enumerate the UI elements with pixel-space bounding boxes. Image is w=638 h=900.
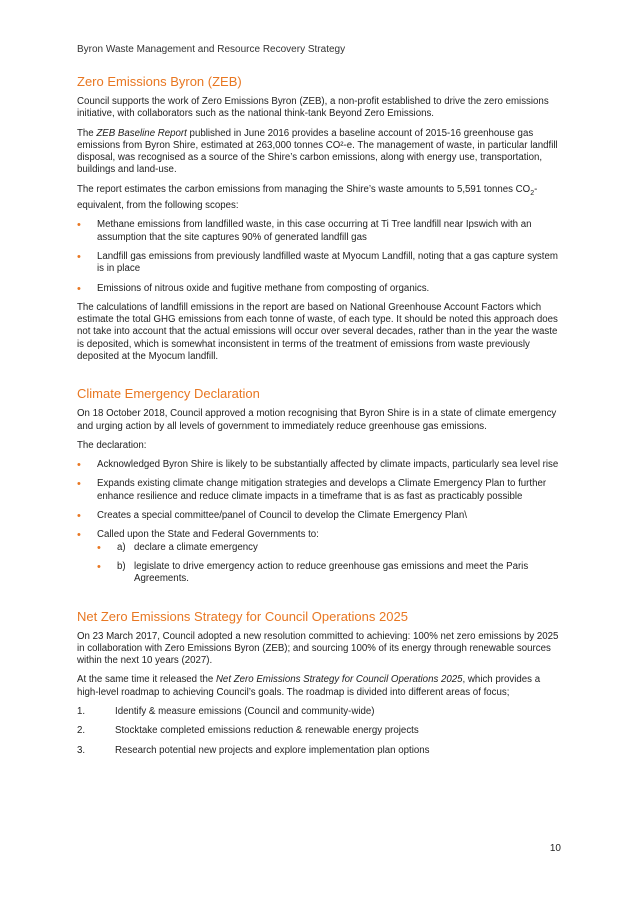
- sub-list-item: [97, 561, 562, 586]
- zeb-paragraph-1: Council supports the work of Zero Emissions Byron (ZEB), a non-profit established to drive the zero emissions initiative, with collaborators such as the national think-tank Beyond Zero Emissions.: [77, 96, 549, 120]
- zeb-p3-post: -equivalent, from the following scopes:: [77, 183, 538, 212]
- section-heading-netzero: Net Zero Emissions Strategy for Council Operations 2025: [77, 608, 408, 624]
- list-text: Research potential new projects and explore implementation plan options: [115, 744, 430, 756]
- sub-list-marker: • a): [117, 541, 126, 553]
- list-item: • Acknowledged Byron Shire is likely to be substantially affected by climate impacts, particularly sea level rise: [77, 459, 562, 471]
- climate-paragraph-2: The declaration:: [77, 439, 147, 451]
- section-gap: [77, 593, 562, 609]
- zeb-p2-post: published in June 2016 provides a baseline account of 2015-16 greenhouse gas emissions from Byron Shire, estimated at 263,000 tonnes CO²-e. The management of waste, in particular landfill disposal, was recognised as a source of the Shire’s carbon emissions, along with energy use, transportation, buildings and land-use.: [77, 127, 558, 176]
- list-item: [77, 725, 562, 737]
- list-item: • Methane emissions from landfilled waste, in this case occurring at Ti Tree landfill near Ipswich with an assumption that the site captures 90% of generated landfill gas: [77, 219, 562, 244]
- sub-list-marker: • b): [117, 560, 126, 572]
- page-number: 10: [549, 843, 561, 854]
- declaration-list: [77, 459, 562, 585]
- focus-area-list: [77, 706, 562, 757]
- list-item: [77, 745, 562, 757]
- list-item: [77, 529, 562, 585]
- list-marker: 1.: [77, 706, 86, 718]
- netzero-p2-pre: At the same time it released the: [77, 674, 216, 686]
- strategy-title: Net Zero Emissions Strategy for Council Operations 2025: [215, 674, 463, 686]
- list-item: • Creates a special committee/panel of Council to develop the Climate Emergency Plan\: [77, 510, 562, 522]
- list-marker: 2.: [77, 725, 86, 737]
- zeb-scope-list: [77, 219, 562, 294]
- zeb-p2-pre: The: [77, 127, 97, 139]
- sub-list-text: legislate to drive emergency action to reduce greenhouse gas emissions and meet the Paris Agreements.: [134, 560, 529, 585]
- list-marker: 3.: [77, 744, 86, 756]
- climate-paragraph-1: On 18 October 2018, Council approved a motion recognising that Byron Shire is in a state of climate emergency and urging action by all levels of government to immediately reduce greenhouse gas emissions.: [77, 408, 557, 432]
- page-content: [77, 74, 562, 764]
- section-heading-zeb: Zero Emissions Byron (ZEB): [77, 74, 242, 89]
- list-item: [77, 706, 562, 718]
- sub-list-text: declare a climate emergency: [134, 541, 258, 553]
- list-item: • Landfill gas emissions from previously landfilled waste at Myocum Landfill, noting that a gas capture system is in place: [77, 251, 562, 276]
- zeb-p3-subscript: 2: [530, 189, 535, 197]
- sub-list-item: [97, 542, 562, 554]
- list-item-text: Called upon the State and Federal Governments to:: [97, 529, 319, 541]
- zeb-report-title: ZEB Baseline Report: [96, 127, 187, 139]
- section-heading-climate: Climate Emergency Declaration: [77, 386, 260, 402]
- list-text: Stocktake completed emissions reduction & renewable energy projects: [115, 725, 419, 737]
- netzero-p2-post: , which provides a high-level roadmap to achieving Council’s goals. The roadmap is divided into different areas of focus;: [77, 674, 541, 698]
- government-call-list: [97, 542, 562, 586]
- netzero-paragraph-2: [77, 674, 562, 699]
- zeb-paragraph-4: The calculations of landfill emissions in the report are based on National Greenhouse Account Factors which estimate the total GHG emissions from each tonne of waste, of each type. It should be noted this approach does not take into account that the actual emissions will occur over several decades, rather than in the year the waste is deposited, which is somewhat inconsistent in terms of the treatment of emissions from waste previously deposited at the Myocum landfill.: [77, 301, 558, 362]
- netzero-paragraph-1: On 23 March 2017, Council adopted a new resolution committed to achieving: 100% net zero emissions by 2025 in collaboration with Zero Emissions Byron (ZEB); and sourcing 100% of its energy through renewable sources within the next 10 years (2027).: [77, 630, 559, 667]
- running-header: Byron Waste Management and Resource Recovery Strategy: [77, 44, 346, 55]
- zeb-paragraph-3: [77, 184, 562, 213]
- list-item: • Emissions of nitrous oxide and fugitive methane from composting of organics.: [77, 283, 562, 295]
- zeb-paragraph-2: [77, 128, 562, 177]
- list-item: • Expands existing climate change mitigation strategies and develops a Climate Emergency Plan to further enhance resilience and reduce climate impacts in a timeframe that is as fast as practicably possible: [77, 478, 562, 503]
- zeb-p3-pre: The report estimates the carbon emissions from managing the Shire’s waste amounts to 5,591 tonnes CO: [77, 183, 531, 195]
- list-text: Identify & measure emissions (Council and community-wide): [115, 706, 375, 718]
- section-gap: [77, 370, 562, 386]
